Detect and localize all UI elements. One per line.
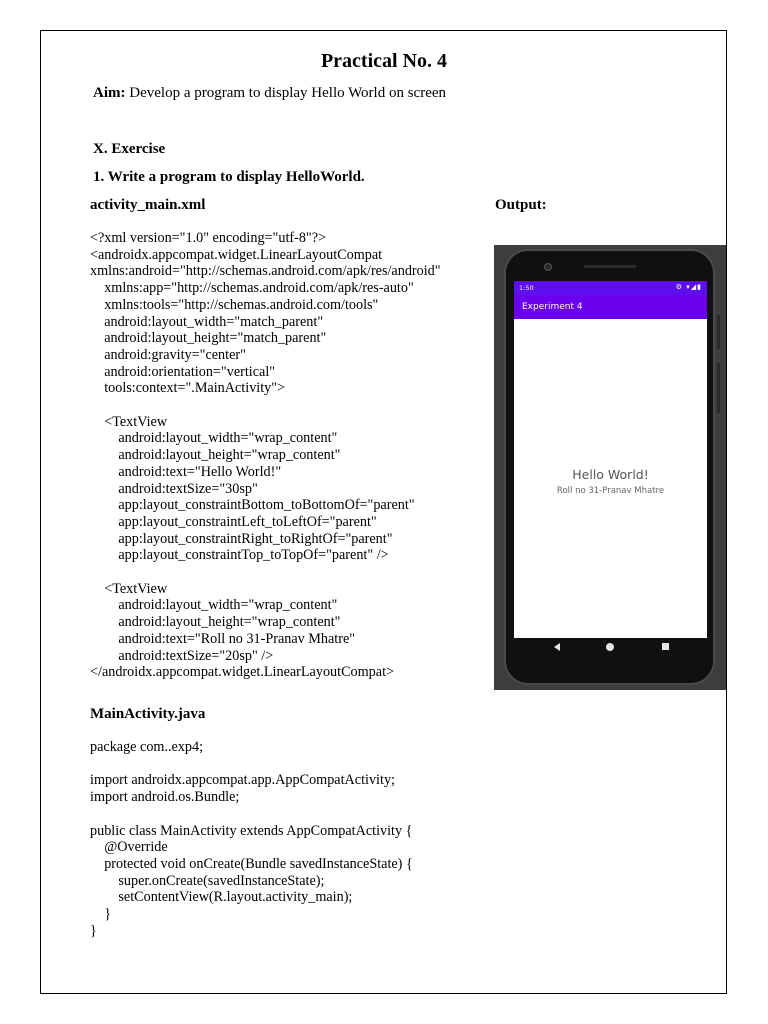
status-bar <box>514 281 707 295</box>
aim-line <box>93 85 446 102</box>
exercise-heading: X. Exercise <box>93 141 166 157</box>
hello-world-text: Hello World! <box>572 467 649 482</box>
phone-frame <box>504 249 715 685</box>
xml-code-block: <?xml version="1.0" encoding="utf-8"?> <androidx.appcompat.widget.LinearLayoutCompat xmlns:android="http://schemas.android.com/apk/res/android" xmlns:app="http://schemas.android.com/apk/res-auto" xmlns:tools="http://schemas.android.com/tools" android:layout_width="match_parent" android:layout_height="match_parent" android:gravity="center" android:orientation="vertical" tools:context=".MainActivity"> <TextView android:layout_width="wrap_content" android:layout_height="wrap_content" android:text="Hello World!" android:textSize="30sp" app:layout_constraintBottom_toBottomOf="parent" app:layout_constraintLeft_toLeftOf="parent" app:layout_constraintRight_toRightOf="parent" app:layout_constraintTop_toTopOf="parent" /> <TextView android:layout_width="wrap_content" android:layout_height="wrap_content" android:text="Roll no 31-Pranav Mhatre" android:textSize="20sp" /> </androidx.appcompat.widget.LinearLayoutCompat> <box>90 230 441 681</box>
status-icons: ⚙ ▾◢▮ <box>675 283 702 291</box>
page-title: Practical No. 4 <box>320 50 448 72</box>
power-button <box>717 315 720 349</box>
app-bar <box>514 295 707 319</box>
speaker-grille <box>584 265 636 268</box>
roll-number-text: Roll no 31-Pranav Mhatre <box>556 486 665 496</box>
xml-file-heading: activity_main.xml <box>90 197 206 213</box>
nav-bar <box>514 638 707 660</box>
phone-screen <box>514 281 707 638</box>
back-icon[interactable] <box>554 643 560 651</box>
app-title: Experiment 4 <box>522 302 583 312</box>
status-time: 1:50 <box>519 284 534 292</box>
emulator-screenshot <box>494 245 726 690</box>
java-file-heading: MainActivity.java <box>90 706 206 722</box>
camera-icon <box>544 263 552 271</box>
volume-button <box>717 363 720 413</box>
output-heading: Output: <box>495 197 547 213</box>
aim-label: Aim: <box>93 85 126 101</box>
aim-text: Develop a program to display Hello World on screen <box>125 85 447 101</box>
java-code-block: package com..exp4; import androidx.appcompat.app.AppCompatActivity; import android.os.Bundle; public class MainActivity extends AppCompatActivity { @Override protected void onCreate(Bundle savedInstanceState) { super.onCreate(savedInstanceState); setContentView(R.layout.activity_main); } } <box>90 739 413 939</box>
recents-icon[interactable] <box>662 643 669 650</box>
question-heading: 1. Write a program to display HelloWorld. <box>93 169 365 185</box>
home-icon[interactable] <box>606 643 614 651</box>
